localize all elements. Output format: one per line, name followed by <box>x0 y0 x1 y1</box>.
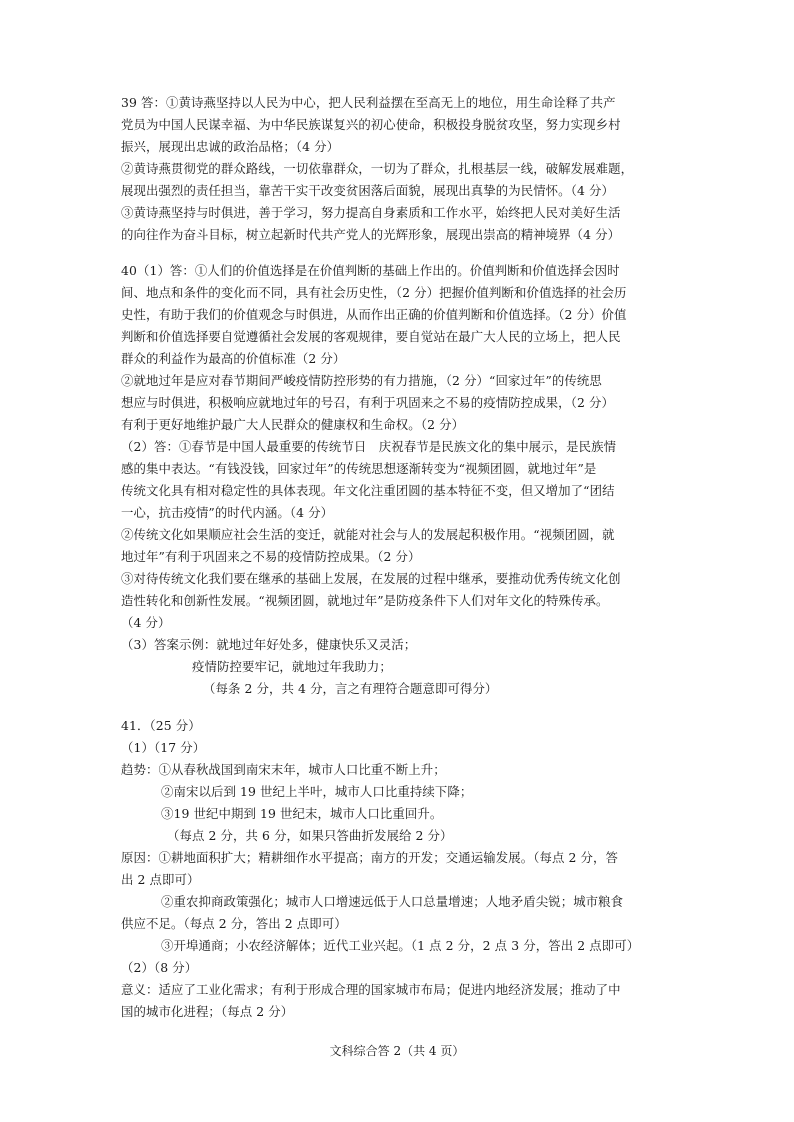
q40-line-6: ②就地过年是应对春节期间严峻疫情防控形势的有力措施，（2 分）“回家过年”的传统思 <box>121 373 602 388</box>
q41-line-12: （2）（8 分） <box>121 960 198 975</box>
q41-line-14: 国的城市化进程；（每点 2 分） <box>121 1004 294 1019</box>
q39-line-6: ③黄诗燕坚持与时俱进，善于学习，努力提高自身素质和工作水平，始终把人民对美好生活 <box>121 205 621 220</box>
q41-line-9: ②重农抑商政策强化；城市人口增速远低于人口总量增速；人地矛盾尖锐；城市粮食 <box>161 894 624 909</box>
q39-line-1: 39 答：①黄诗燕坚持以人民为中心，把人民利益摆在至高无上的地位，用生命诠释了共产 <box>121 95 616 110</box>
q40-line-14: 地过年”有利于巩固来之不易的疫情防控成果。（2 分） <box>121 549 421 564</box>
q40-line-2: 间、地点和条件的变化而不同，具有社会历史性，（2 分）把握价值判断和价值选择的社会历 <box>121 285 627 300</box>
q39-line-7: 的向往作为奋斗目标，树立起新时代共产党人的光辉形象，展现出崇高的精神境界（4 分） <box>121 227 621 242</box>
page-footer: 文科综合答 2（共 4 页） <box>329 1044 465 1058</box>
q41-line-3: 趋势：①从春秋战国到南宋末年，城市人口比重不断上升； <box>121 762 446 777</box>
q40-line-13: ②传统文化如果顺应社会生活的变迁，就能对社会与人的发展起积极作用。“视频团圆，就 <box>121 527 615 542</box>
q40-line-17: （4 分） <box>121 615 171 630</box>
q40-line-16: 造性转化和创新性发展。“视频团圆，就地过年”是防疫条件下人们对年文化的特殊传承。 <box>121 593 609 608</box>
q40-line-3: 史性，有助于我们的价值观念与时俱进，从而作出正确的价值判断和价值选择。（2 分）价值 <box>121 307 627 322</box>
q40-line-19: 疫情防控要牢记，就地过年我助力； <box>192 659 392 674</box>
q40-line-20: （每条 2 分，共 4 分，言之有理符合题意即可得分） <box>203 681 498 696</box>
q40-line-11: 传统文化具有相对稳定性的具体表现。年文化注重团圆的基本特征不变，但又增加了“团结 <box>121 483 615 498</box>
q40-line-15: ③对待传统文化我们要在继承的基础上发展，在发展的过程中继承，要推动优秀传统文化创 <box>121 571 621 586</box>
q41-line-10: 供应不足。（每点 2 分，答出 2 点即可） <box>121 916 347 931</box>
q40-line-1: 40（1）答：①人们的价值选择是在价值判断的基础上作出的。价值判断和价值选择会因时 <box>121 263 620 278</box>
q41-line-6: （每点 2 分，共 6 分，如果只答曲折发展给 2 分） <box>167 828 453 843</box>
q41-line-7: 原因：①耕地面积扩大；精耕细作水平提高；南方的开发；交通运输发展。（每点 2 分，答 <box>121 850 618 865</box>
q39-line-3: 振兴，展现出忠诚的政治品格；（4 分） <box>121 139 340 154</box>
q39-line-5: 展现出强烈的责任担当，靠苦干实干改变贫困落后面貌，展现出真挚的为民情怀。（4 分） <box>121 183 614 198</box>
q40-line-5: 群众的利益作为最高的价值标准（2 分） <box>121 351 346 366</box>
q41-line-5: ③19 世纪中期到 19 世纪末，城市人口比重回升。 <box>161 806 443 821</box>
q41-line-1: 41．（25 分） <box>121 718 201 733</box>
q40-line-12: 一心，抗击疫情”的时代内涵。（4 分） <box>121 505 334 520</box>
q40-line-4: 判断和价值选择要自觉遵循社会发展的客观规律，要自觉站在最广大人民的立场上，把人民 <box>121 329 621 344</box>
q41-line-4: ②南宋以后到 19 世纪上半叶，城市人口比重持续下降； <box>161 784 473 799</box>
q39-line-4: ②黄诗燕贯彻党的群众路线，一切依靠群众，一切为了群众，扎根基层一线，破解发展难题， <box>121 161 634 176</box>
q39-line-2: 党员为中国人民谋幸福、为中华民族谋复兴的初心使命，积极投身脱贫攻坚，努力实现乡村 <box>121 117 621 132</box>
q41-line-13: 意义：适应了工业化需求；有利于形成合理的国家城市布局；促进内地经济发展；推动了中 <box>121 982 621 997</box>
q41-line-2: （1）（17 分） <box>121 740 206 755</box>
q40-line-8: 有利于更好地维护最广大人民群众的健康权和生命权。（2 分） <box>121 417 465 432</box>
q40-line-9: （2）答：①春节是中国人最重要的传统节日 庆祝春节是民族文化的集中展示，是民族情 <box>121 439 617 454</box>
q40-line-7: 想应与时俱进，积极响应就地过年的号召，有利于巩固来之不易的疫情防控成果，（2 分） <box>121 395 614 410</box>
q40-line-10: 感的集中表达。“有钱没钱，回家过年”的传统思想逐渐转变为“视频团圆，就地过年”是 <box>121 461 597 476</box>
q40-line-18: （3）答案示例：就地过年好处多，健康快乐又灵活； <box>121 637 417 652</box>
q41-line-11: ③开埠通商；小农经济解体；近代工业兴起。（1 点 2 分，2 点 3 分，答出 2 点即可） <box>161 938 640 953</box>
q41-line-8: 出 2 点即可） <box>121 872 200 887</box>
